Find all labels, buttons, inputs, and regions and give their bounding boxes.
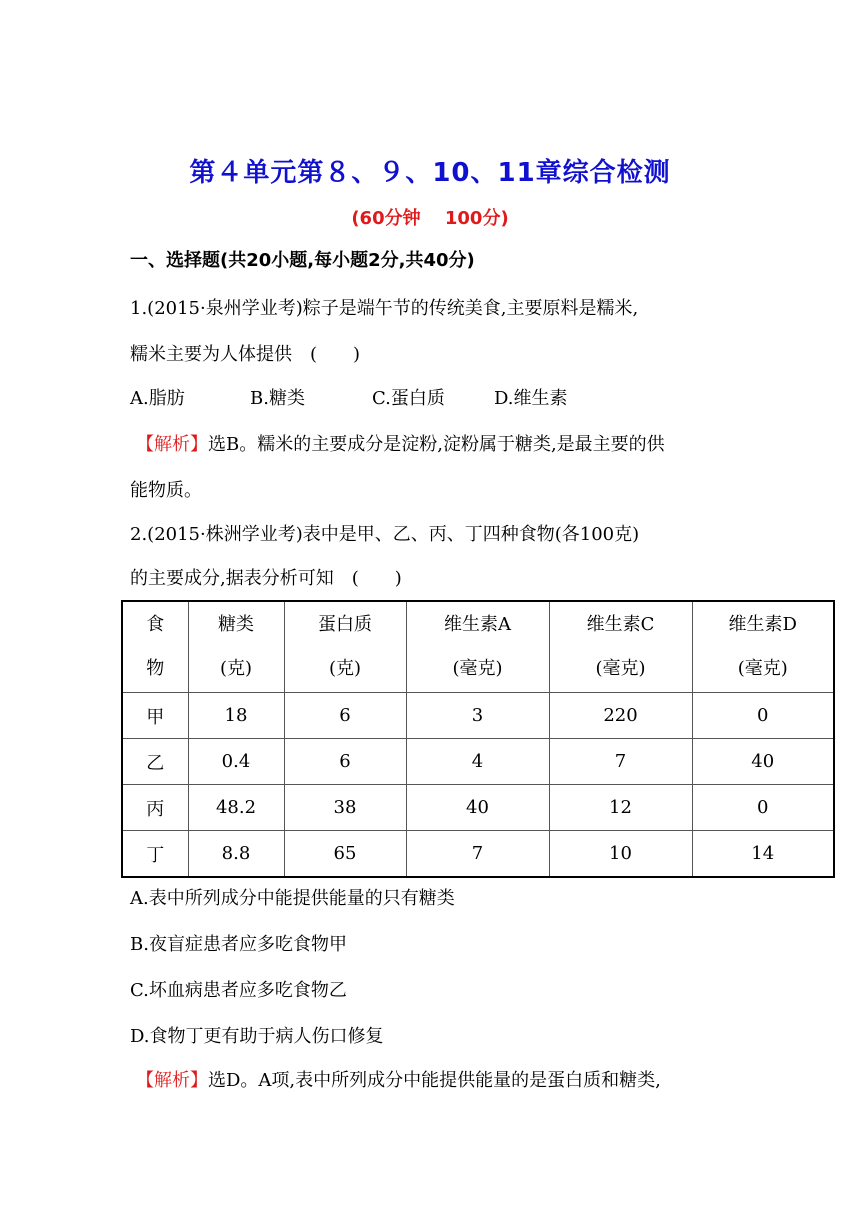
- table-row: [122, 739, 834, 785]
- table-cell: 丙: [122, 785, 188, 831]
- page-title: 第４单元第８、９、10、11章综合检测: [189, 158, 671, 188]
- table-cell: 40: [406, 785, 549, 831]
- q2-analysis-tag: 【解析】: [136, 1070, 208, 1091]
- q2-stem-line2: 的主要成分,据表分析可知 ( ): [130, 568, 402, 589]
- nutrition-table: [121, 600, 835, 878]
- table-row: [122, 693, 834, 739]
- table-cell: 甲: [122, 693, 188, 739]
- q2-option-a: A.表中所列成分中能提供能量的只有糖类: [130, 888, 455, 909]
- q1-stem-line1: 1.(2015·泉州学业考)粽子是端午节的传统美食,主要原料是糯米,: [130, 298, 639, 319]
- q1-option-d: D.维生素: [494, 388, 568, 409]
- q1-option-a: A.脂肪: [130, 388, 185, 409]
- q2-option-d: D.食物丁更有助于病人伤口修复: [130, 1026, 384, 1047]
- header-cell-vitamin-a: 维生素A (毫克): [406, 601, 549, 693]
- q2-analysis-text: 选D。A项,表中所列成分中能提供能量的是蛋白质和糖类,: [208, 1070, 661, 1091]
- table-cell: 18: [188, 693, 284, 739]
- table-cell: 乙: [122, 739, 188, 785]
- header-cell-vitamin-d: 维生素D (毫克): [692, 601, 834, 693]
- q1-analysis-tag: 【解析】: [136, 434, 208, 455]
- table-cell: 220: [549, 693, 692, 739]
- q1-stem-line2: 糯米主要为人体提供 ( ): [130, 344, 361, 365]
- table-cell: 3: [406, 693, 549, 739]
- section-heading: 一、选择题(共20小题,每小题2分,共40分): [130, 250, 475, 271]
- q1-analysis-line2: 能物质。: [130, 480, 202, 501]
- table-cell: 48.2: [188, 785, 284, 831]
- table-cell: 8.8: [188, 831, 284, 878]
- q1-option-c: C.蛋白质: [372, 388, 445, 409]
- table-cell: 7: [406, 831, 549, 878]
- table-cell: 丁: [122, 831, 188, 878]
- table-cell: 6: [284, 693, 406, 739]
- table-cell: 6: [284, 739, 406, 785]
- table-row: [122, 831, 834, 878]
- q2-analysis-line1: [136, 1068, 661, 1094]
- table-row: [122, 785, 834, 831]
- q2-option-c: C.坏血病患者应多吃食物乙: [130, 980, 347, 1001]
- table-cell: 0: [692, 785, 834, 831]
- table-header-row: [122, 601, 834, 693]
- table-cell: 65: [284, 831, 406, 878]
- q2-option-b: B.夜盲症患者应多吃食物甲: [130, 934, 347, 955]
- table-cell: 0: [692, 693, 834, 739]
- header-cell-protein: 蛋白质 (克): [284, 601, 406, 693]
- table-cell: 40: [692, 739, 834, 785]
- q1-option-b: B.糖类: [250, 388, 305, 409]
- q2-stem-line1: 2.(2015·株洲学业考)表中是甲、乙、丙、丁四种食物(各100克): [130, 524, 640, 545]
- table-cell: 4: [406, 739, 549, 785]
- header-cell-vitamin-c: 维生素C (毫克): [549, 601, 692, 693]
- q1-analysis-text: 选B。糯米的主要成分是淀粉,淀粉属于糖类,是最主要的供: [208, 434, 665, 455]
- table-cell: 12: [549, 785, 692, 831]
- header-cell-sugar: 糖类 (克): [188, 601, 284, 693]
- table-cell: 7: [549, 739, 692, 785]
- table-cell: 14: [692, 831, 834, 878]
- q1-options: [130, 386, 568, 412]
- header-cell-food: 食 物: [122, 601, 188, 693]
- q1-analysis-line1: [136, 432, 665, 458]
- page-subtitle: (60分钟 100分): [351, 208, 509, 229]
- table-cell: 0.4: [188, 739, 284, 785]
- table-cell: 10: [549, 831, 692, 878]
- table-cell: 38: [284, 785, 406, 831]
